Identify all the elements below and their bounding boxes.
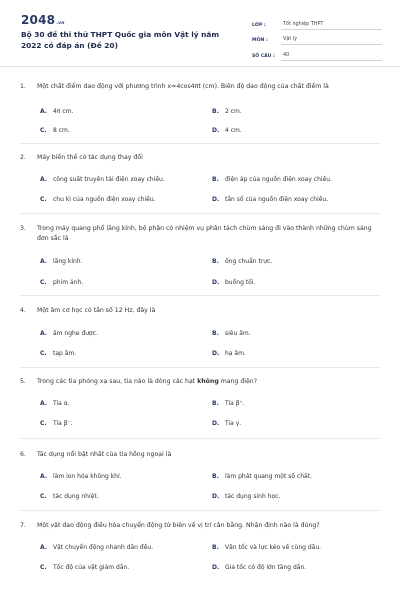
option-d[interactable]: D. tần số của nguồn điện xoay chiều. — [212, 196, 329, 203]
meta-key: MÔN : — [252, 38, 268, 43]
option-b[interactable]: B. Tia β⁺. — [212, 400, 245, 407]
question-text: Tác dụng nổi bật nhất của tia hồng ngoại là — [37, 451, 172, 458]
question-text: Một vật dao động điều hòa chuyển động từ biên về vị trí cân bằng. Nhận định nào là đúng? — [37, 522, 320, 529]
option-a[interactable]: A. lăng kính. — [40, 258, 83, 265]
divider — [20, 510, 380, 511]
header — [0, 0, 400, 67]
logo-sub: .vn — [56, 21, 65, 26]
option-c[interactable]: C. tác dụng nhiệt. — [40, 493, 99, 500]
option-c[interactable]: C. Tia β⁻. — [40, 420, 73, 427]
meta-key: LỚP : — [252, 22, 266, 28]
meta-row-subject — [252, 30, 382, 46]
question-number: 1. — [20, 83, 26, 90]
logo[interactable] — [21, 13, 65, 27]
meta-value: 40 — [281, 52, 382, 61]
divider — [20, 143, 380, 144]
meta-row-class — [252, 14, 382, 30]
option-b[interactable]: B. 2 cm. — [212, 108, 242, 115]
page-title: Bộ 30 đề thi thử THPT Quốc gia môn Vật lý năm 2022 có đáp án (Đề 20) — [21, 30, 220, 50]
emphasis: không — [197, 378, 219, 385]
question-text: Máy biến thế có tác dụng thay đổi — [37, 154, 143, 161]
question-number: 7. — [20, 522, 26, 529]
question-number: 5. — [20, 378, 26, 385]
meta-value: Vật lý — [281, 36, 382, 45]
meta-info — [252, 14, 382, 61]
option-d[interactable]: D. buồng tối. — [212, 279, 256, 286]
option-a[interactable]: A. Tia α. — [40, 400, 70, 407]
option-b[interactable]: B. siêu âm. — [212, 330, 251, 337]
logo-main: 2048 — [21, 13, 56, 27]
option-a[interactable]: A. âm nghe được. — [40, 330, 98, 337]
question-text: Một âm cơ học có tần số 12 Hz, đây là — [37, 307, 156, 314]
question-number: 6. — [20, 451, 26, 458]
question-text: Trong máy quang phổ lăng kính, bộ phận có nhiệm vụ phân tách chùm sáng đi vào thành những chùm sáng đơn sắc là — [37, 225, 372, 242]
meta-value: Tốt nghiệp THPT — [281, 21, 382, 30]
meta-row-count — [252, 45, 382, 61]
option-a[interactable]: A. làm ion hóa không khí. — [40, 473, 122, 480]
option-d[interactable]: D. hạ âm. — [212, 350, 246, 357]
option-a[interactable]: A. công suất truyền tải điện xoay chiều. — [40, 176, 165, 183]
option-c[interactable]: C. 8 cm. — [40, 127, 70, 134]
question-number: 4. — [20, 307, 26, 314]
divider — [20, 367, 380, 368]
divider — [20, 213, 380, 214]
option-a[interactable]: A. Vật chuyển động nhanh dần đều. — [40, 544, 154, 551]
option-d[interactable]: D. Tia γ. — [212, 420, 242, 427]
question-number: 3. — [20, 225, 26, 232]
option-b[interactable]: B. làm phát quang một số chất. — [212, 473, 312, 480]
divider — [20, 438, 380, 439]
meta-key: SỐ CÂU : — [252, 53, 275, 59]
question-text: Một chất điểm dao động với phương trình x=4cos4πt (cm). Biên độ dao động của chất điểm là — [37, 83, 329, 90]
option-d[interactable]: D. 4 cm. — [212, 127, 242, 134]
option-c[interactable]: C. Tốc độ của vật giảm dần. — [40, 564, 130, 571]
divider — [20, 295, 380, 296]
option-b[interactable]: B. điện áp của nguồn điện xoay chiều. — [212, 176, 332, 183]
option-b[interactable]: B. Vận tốc và lực kéo về cùng dấu. — [212, 544, 322, 551]
option-c[interactable]: C. phim ảnh. — [40, 279, 84, 286]
option-c[interactable]: C. tạp âm. — [40, 350, 77, 357]
option-b[interactable]: B. ống chuẩn trực. — [212, 258, 273, 265]
question-text: Trong các tia phóng xạ sau, tia nào là dòng các hạt không mang điện? — [37, 378, 258, 385]
question-number: 2. — [20, 154, 26, 161]
option-d[interactable]: D. tác dụng sinh học. — [212, 493, 281, 500]
option-c[interactable]: C. chu kì của nguồn điện xoay chiều. — [40, 196, 156, 203]
option-d[interactable]: D. Gia tốc có độ lớn tăng dần. — [212, 564, 307, 571]
option-a[interactable]: A. 4π cm. — [40, 108, 74, 115]
